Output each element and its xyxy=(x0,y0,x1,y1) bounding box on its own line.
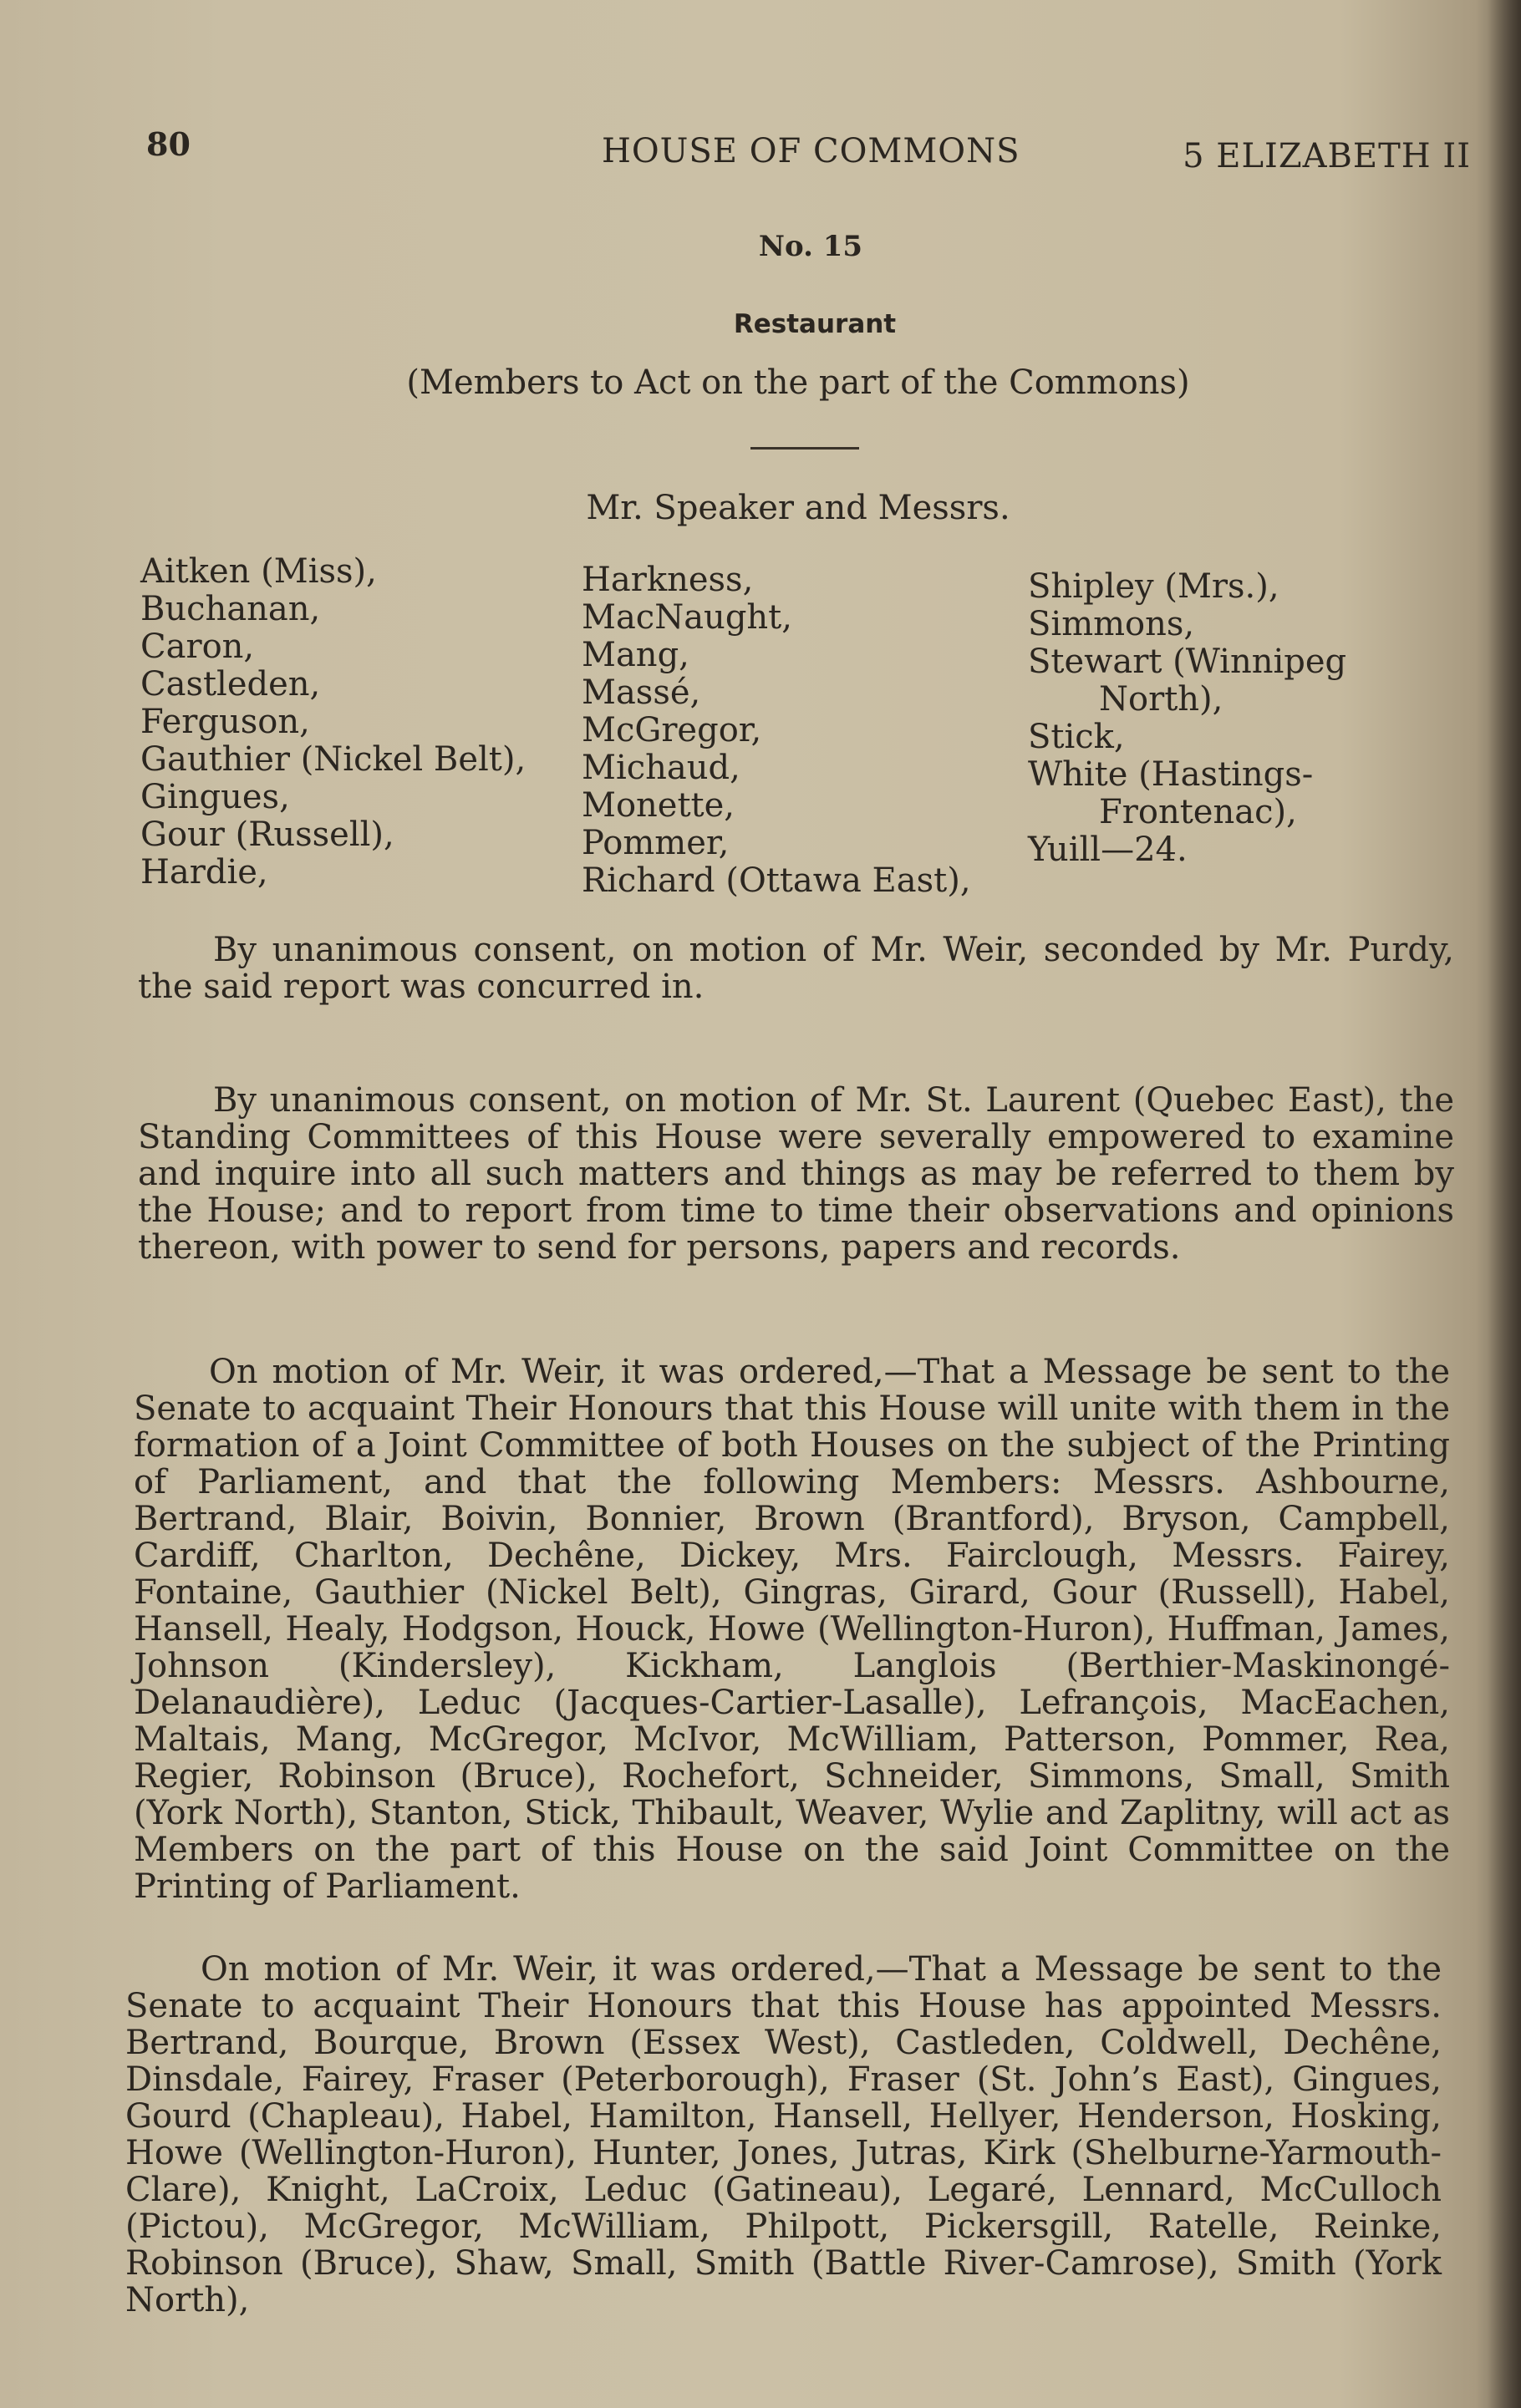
paragraph-standing-committees: By unanimous consent, on motion of Mr. St. Laurent (Quebec East), the Standing Committees of this House were severally empowered to examine and inquire into all such matters and things as may be referred to them by the House; and to report from time to time their observations and opinions thereon, with power to send for persons, papers and records. xyxy=(138,1081,1454,1267)
committee-name: Restaurant xyxy=(733,309,897,339)
member-name: Michaud, xyxy=(582,749,740,787)
member-name: Monette, xyxy=(582,786,735,825)
members-column-3 xyxy=(1028,568,1462,869)
member-name xyxy=(1028,643,1462,719)
member-name: McGregor, xyxy=(582,711,762,749)
member-name: Hardie, xyxy=(140,853,268,892)
report-subtitle: (Members to Act on the part of the Commons) xyxy=(406,363,1190,402)
divider-rule xyxy=(750,447,859,450)
members-intro: Mr. Speaker and Messrs. xyxy=(586,489,1010,527)
paragraph-report-concurred: By unanimous consent, on motion of Mr. Weir, seconded by Mr. Purdy, the said report was concurred in. xyxy=(138,931,1454,1006)
running-title: HOUSE OF COMMONS xyxy=(602,132,1020,170)
regnal-year: 5 ELIZABETH II xyxy=(1183,137,1471,175)
member-name: Pommer, xyxy=(582,824,730,862)
members-column-1 xyxy=(140,553,575,892)
report-number: No. 15 xyxy=(758,230,863,263)
member-name: MacNaught, xyxy=(582,598,792,637)
members-column-2 xyxy=(582,561,1016,900)
member-name: Ferguson, xyxy=(140,703,310,741)
member-name: Castleden, xyxy=(140,665,321,704)
member-name-line: Stewart (Winnipeg xyxy=(1028,643,1347,681)
member-name-line: White (Hastings- xyxy=(1028,755,1314,794)
page-spine-shadow xyxy=(1488,0,1521,2408)
member-name: Shipley (Mrs.), xyxy=(1028,567,1279,606)
member-name: Aitken (Miss), xyxy=(140,552,377,591)
member-name: Gour (Russell), xyxy=(140,815,394,854)
page-header xyxy=(146,125,1471,175)
member-name: Gauthier (Nickel Belt), xyxy=(140,740,526,779)
member-name: Yuill—24. xyxy=(1028,831,1188,869)
page-number: 80 xyxy=(146,125,191,163)
member-name: Caron, xyxy=(140,627,255,666)
member-name-continuation: North), xyxy=(1099,680,1223,719)
member-name: Mang, xyxy=(582,636,689,674)
member-name: Richard (Ottawa East), xyxy=(582,861,971,900)
member-name: Buchanan, xyxy=(140,590,321,628)
member-name xyxy=(1028,756,1462,831)
paragraph-printing-committee: On motion of Mr. Weir, it was ordered,—That a Message be sent to the Senate to acquaint Their Honours that this House will unite with them in the formation of a Joint Committee of both Houses on the subject of the Printing of Parliament, and that the following Members: Messrs. Ashbourne, Bertrand, Blair, Boivin, Bonnier, Brown (Brantford), Bryson, Campbell, Cardiff, Charlton, Dechêne, Dickey, Mrs. Fairclough, Messrs. Fairey, Fontaine, Gauthier (Nickel Belt), Gingras, Girard, Gour (Russell), Habel, Hansell, Healy, Hodgson, Houck, Howe (Wellington-Huron), Huffman, James, Johnson (Kindersley), Kickham, Langlois (Berthier-Maskinongé-Delanaudière), Leduc (Jacques-Cartier-Lasalle), Lefrançois, MacEachen, Maltais, Mang, McGregor, McIvor, McWilliam, Patterson, Pommer, Rea, Regier, Robinson (Bruce), Rochefort, Schneider, Simmons, Small, Smith (York North), Stanton, Stick, Thibault, Weaver, Wylie and Zaplitny, will act as Members on the part of this House on the said Joint Committee on the Printing of Parliament. xyxy=(134,1353,1450,1906)
member-name: Gingues, xyxy=(140,778,290,816)
member-name: Harkness, xyxy=(582,561,754,599)
member-name: Massé, xyxy=(582,673,701,712)
member-name: Stick, xyxy=(1028,718,1125,756)
paragraph-senate-message: On motion of Mr. Weir, it was ordered,—That a Message be sent to the Senate to acquaint Their Honours that this House has appointed Messrs. Bertrand, Bourque, Brown (Essex West), Castleden, Coldwell, Dechêne, Dinsdale, Fairey, Fraser (Peterborough), Fraser (St. John’s East), Gingues, Gourd (Chapleau), Habel, Hamilton, Hansell, Hellyer, Henderson, Hosking, Howe (Wellington-Huron), Hunter, Jones, Jutras, Kirk (Shelburne-Yarmouth-Clare), Knight, LaCroix, Leduc (Gatineau), Legaré, Lennard, McCulloch (Pictou), McGregor, McWilliam, Philpott, Pickersgill, Ratelle, Reinke, Robinson (Bruce), Shaw, Small, Smith (Battle River-Camrose), Smith (York North), xyxy=(125,1950,1442,2319)
member-name: Simmons, xyxy=(1028,605,1195,643)
member-name-continuation: Frontenac), xyxy=(1099,793,1297,831)
